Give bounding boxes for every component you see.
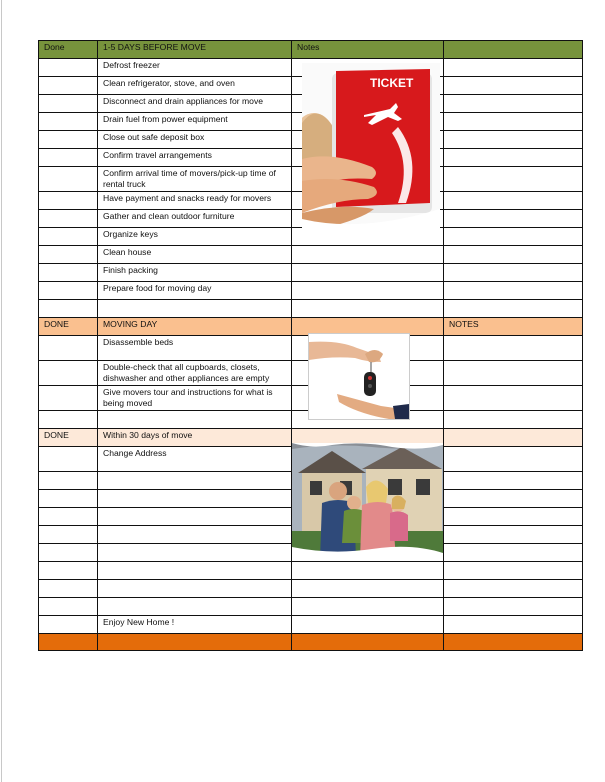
done-cell[interactable] xyxy=(39,598,98,616)
done-cell[interactable] xyxy=(39,526,98,544)
task-cell: Give movers tour and instructions for what is being moved xyxy=(98,386,292,411)
extra-cell[interactable] xyxy=(444,210,583,228)
extra-cell[interactable] xyxy=(444,580,583,598)
extra-cell[interactable] xyxy=(444,562,583,580)
child-figure xyxy=(390,511,408,541)
task-cell[interactable] xyxy=(98,300,292,318)
footer-cell xyxy=(98,634,292,651)
notes-cell[interactable] xyxy=(292,282,444,300)
done-cell[interactable] xyxy=(39,336,98,361)
extra-cell[interactable] xyxy=(444,411,583,429)
notes-cell[interactable] xyxy=(292,598,444,616)
done-cell[interactable] xyxy=(39,210,98,228)
notes-cell[interactable] xyxy=(292,300,444,318)
task-cell: Drain fuel from power equipment xyxy=(98,113,292,131)
extra-cell[interactable] xyxy=(444,386,583,411)
done-cell[interactable] xyxy=(39,167,98,192)
task-cell: Double-check that all cupboards, closets, dishwasher and other appliances are empty xyxy=(98,361,292,386)
footer-cell xyxy=(444,634,583,651)
task-cell: Enjoy New Home ! xyxy=(98,616,292,634)
task-cell[interactable] xyxy=(98,508,292,526)
task-cell[interactable] xyxy=(98,490,292,508)
table-row xyxy=(39,228,583,246)
task-cell: Close out safe deposit box xyxy=(98,131,292,149)
done-cell[interactable] xyxy=(39,616,98,634)
footer-cell xyxy=(292,634,444,651)
done-cell[interactable] xyxy=(39,282,98,300)
section2-title: MOVING DAY xyxy=(98,318,292,336)
ticket-illustration xyxy=(302,63,440,229)
extra-cell[interactable] xyxy=(444,131,583,149)
blank-row xyxy=(39,562,583,580)
done-cell[interactable] xyxy=(39,562,98,580)
task-cell: Prepare food for moving day xyxy=(98,282,292,300)
notes-header: Notes xyxy=(292,41,444,59)
notes-cell[interactable] xyxy=(292,616,444,634)
extra-header xyxy=(444,429,583,447)
done-cell[interactable] xyxy=(39,490,98,508)
notes-cell[interactable] xyxy=(292,264,444,282)
task-cell[interactable] xyxy=(98,562,292,580)
extra-cell[interactable] xyxy=(444,598,583,616)
extra-cell[interactable] xyxy=(444,361,583,386)
extra-cell[interactable] xyxy=(444,447,583,472)
section1-title: 1-5 DAYS BEFORE MOVE xyxy=(98,41,292,59)
task-cell[interactable] xyxy=(98,598,292,616)
table-row xyxy=(39,616,583,634)
extra-cell[interactable] xyxy=(444,95,583,113)
notes-header: NOTES xyxy=(444,318,583,336)
table-row xyxy=(39,264,583,282)
table-row xyxy=(39,282,583,300)
done-cell[interactable] xyxy=(39,246,98,264)
task-cell[interactable] xyxy=(98,472,292,490)
task-cell: Change Address xyxy=(98,447,292,472)
task-cell[interactable] xyxy=(98,526,292,544)
footer-cell xyxy=(39,634,98,651)
extra-cell[interactable] xyxy=(444,300,583,318)
extra-cell[interactable] xyxy=(444,113,583,131)
done-cell[interactable] xyxy=(39,386,98,411)
extra-cell[interactable] xyxy=(444,336,583,361)
extra-cell[interactable] xyxy=(444,228,583,246)
blank-row xyxy=(39,580,583,598)
task-cell: Confirm arrival time of movers/pick-up time of rental truck xyxy=(98,167,292,192)
task-cell: Have payment and snacks ready for movers xyxy=(98,192,292,210)
done-header: DONE xyxy=(39,318,98,336)
task-cell: Disassemble beds xyxy=(98,336,292,361)
done-cell[interactable] xyxy=(39,95,98,113)
footer-row xyxy=(39,634,583,651)
done-cell[interactable] xyxy=(39,131,98,149)
task-cell[interactable] xyxy=(98,411,292,429)
done-cell[interactable] xyxy=(39,472,98,490)
done-cell[interactable] xyxy=(39,508,98,526)
done-cell[interactable] xyxy=(39,192,98,210)
extra-cell[interactable] xyxy=(444,490,583,508)
done-header: DONE xyxy=(39,429,98,447)
extra-header xyxy=(444,41,583,59)
done-cell[interactable] xyxy=(39,77,98,95)
task-cell: Finish packing xyxy=(98,264,292,282)
task-cell: Clean refrigerator, stove, and oven xyxy=(98,77,292,95)
done-cell[interactable] xyxy=(39,149,98,167)
keys-illustration xyxy=(309,334,409,419)
notes-cell[interactable] xyxy=(292,228,444,246)
task-cell: Organize keys xyxy=(98,228,292,246)
extra-cell[interactable] xyxy=(444,264,583,282)
table-row xyxy=(39,246,583,264)
done-cell[interactable] xyxy=(39,113,98,131)
extra-cell[interactable] xyxy=(444,526,583,544)
section1-header-row xyxy=(39,41,583,59)
done-cell[interactable] xyxy=(39,228,98,246)
done-cell[interactable] xyxy=(39,59,98,77)
task-cell: Confirm travel arrangements xyxy=(98,149,292,167)
section3-title: Within 30 days of move xyxy=(98,429,292,447)
family-house-photo xyxy=(292,443,443,559)
extra-cell[interactable] xyxy=(444,472,583,490)
keys-photo xyxy=(308,333,410,420)
done-cell[interactable] xyxy=(39,580,98,598)
done-cell[interactable] xyxy=(39,361,98,386)
done-cell[interactable] xyxy=(39,300,98,318)
task-cell: Clean house xyxy=(98,246,292,264)
done-cell[interactable] xyxy=(39,411,98,429)
task-cell[interactable] xyxy=(98,544,292,562)
task-cell: Disconnect and drain appliances for move xyxy=(98,95,292,113)
done-cell[interactable] xyxy=(39,264,98,282)
extra-cell[interactable] xyxy=(444,282,583,300)
notes-cell[interactable] xyxy=(292,246,444,264)
extra-cell[interactable] xyxy=(444,246,583,264)
extra-cell[interactable] xyxy=(444,59,583,77)
extra-cell[interactable] xyxy=(444,167,583,192)
extra-cell[interactable] xyxy=(444,508,583,526)
blank-row xyxy=(39,300,583,318)
task-cell: Defrost freezer xyxy=(98,59,292,77)
notes-cell[interactable] xyxy=(292,562,444,580)
done-header: Done xyxy=(39,41,98,59)
extra-cell[interactable] xyxy=(444,77,583,95)
blank-row xyxy=(39,598,583,616)
extra-cell[interactable] xyxy=(444,192,583,210)
extra-cell[interactable] xyxy=(444,149,583,167)
extra-cell[interactable] xyxy=(444,544,583,562)
done-cell[interactable] xyxy=(39,447,98,472)
family-house-illustration xyxy=(292,443,443,559)
done-cell[interactable] xyxy=(39,544,98,562)
ticket-label: TICKET xyxy=(370,76,414,90)
page-edge xyxy=(1,0,2,782)
task-cell: Gather and clean outdoor furniture xyxy=(98,210,292,228)
task-cell[interactable] xyxy=(98,580,292,598)
extra-cell[interactable] xyxy=(444,616,583,634)
ticket-photo xyxy=(302,63,440,229)
notes-cell[interactable] xyxy=(292,580,444,598)
